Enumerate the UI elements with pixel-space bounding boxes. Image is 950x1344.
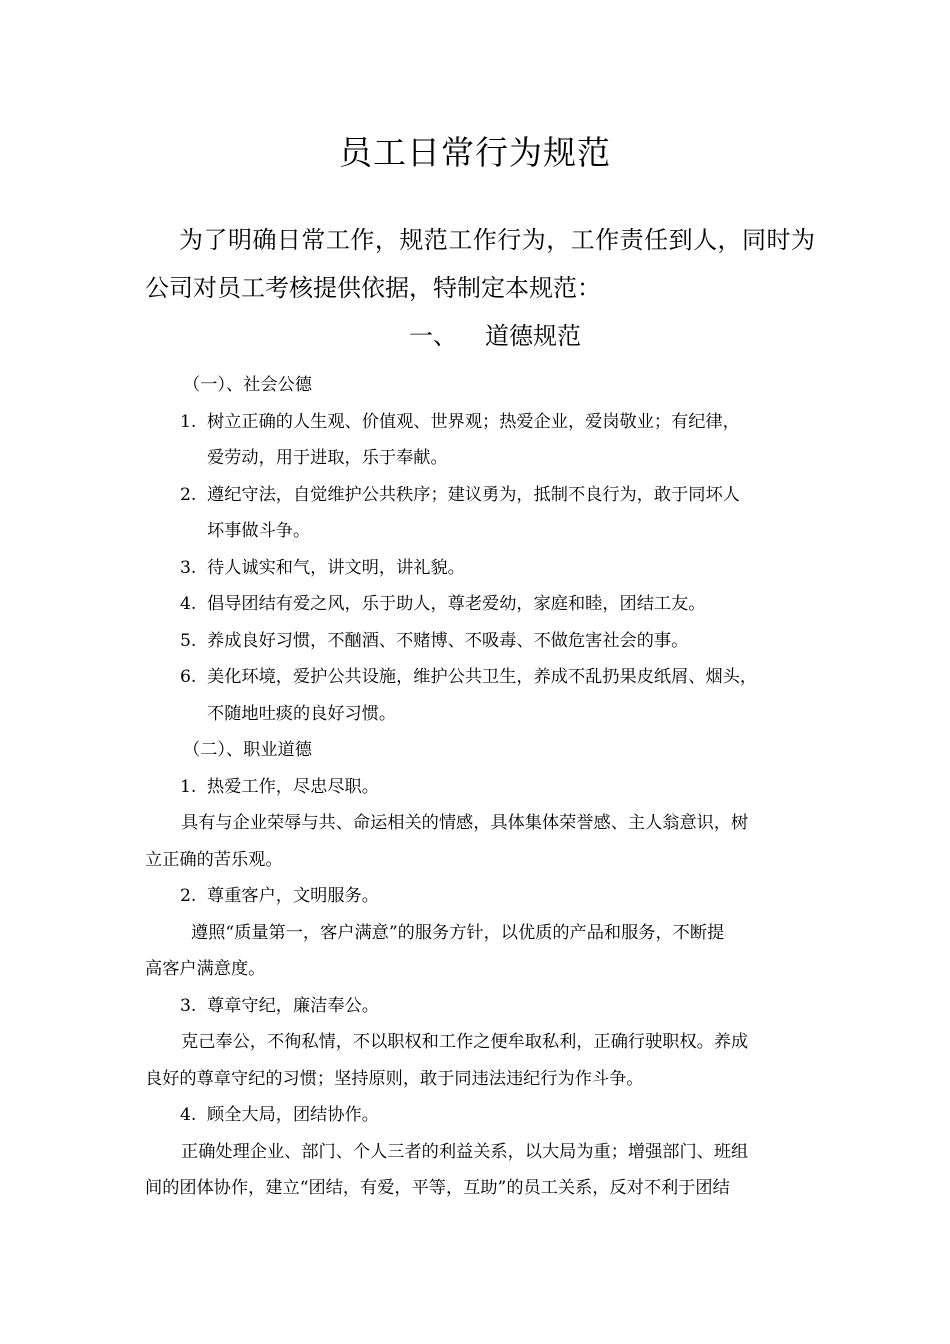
paragraph-line: 间的团体协作，建立“团结，有爱，平等，互助”的员工关系，反对不利于团结 (145, 1178, 730, 1198)
section-number: 一、 (409, 322, 457, 350)
body-text (145, 367, 810, 1207)
list-item (145, 878, 810, 915)
list-item-number: 6. (180, 667, 197, 687)
list-item (145, 988, 810, 1025)
subsection-heading-social: （一）、社会公德 (183, 375, 312, 395)
list-item (145, 586, 810, 623)
list-item-label: 尊重客户，文明服务。 (207, 886, 379, 906)
list-item-number: 3. (180, 995, 197, 1016)
section-heading (0, 314, 950, 358)
paragraph-line: 正确处理企业、部门、个人三者的利益关系，以大局为重；增强部门、班组 (181, 1141, 749, 1162)
section-title: 道德规范 (485, 322, 581, 350)
document-title: 员工日常行为规范 (339, 133, 611, 172)
list-item-number: 2. (180, 484, 197, 505)
list-item-label: 热爱工作，尽忠尽职。 (207, 776, 379, 797)
list-item (145, 550, 810, 587)
list-item-label: 尊章守纪，廉洁奉公。 (207, 995, 379, 1016)
list-item (145, 769, 810, 806)
subsection-heading-professional: （二）、职业道德 (183, 740, 312, 760)
list-item-continuation: 不随地吐痰的良好习惯。 (207, 703, 397, 724)
list-item-text: 美化环境，爱护公共设施，维护公共卫生，养成不乱扔果皮纸屑、烟头， (207, 667, 758, 687)
list-item (145, 623, 810, 660)
paragraph-line: 高客户满意度。 (145, 959, 266, 979)
list-item-text: 倡导团结有爱之风，乐于助人，尊老爱幼，家庭和睦，团结工友。 (207, 594, 706, 614)
list-item-label: 顾全大局，团结协作。 (207, 1105, 379, 1125)
list-item-number: 3. (180, 557, 197, 578)
paragraph-line: 克己奉公，不徇私情，不以职权和工作之便牟取私利，正确行驶职权。养成 (181, 1032, 749, 1052)
list-item-number: 4. (180, 594, 197, 614)
list-item (145, 477, 810, 514)
list-item-text: 树立正确的人生观、价值观、世界观；热爱企业，爱岗敬业；有纪律， (207, 411, 740, 432)
list-item (145, 404, 810, 441)
list-item-number: 4. (180, 1105, 197, 1125)
list-item-number: 1. (180, 776, 197, 797)
list-item-text: 待人诚实和气，讲文明，讲礼貌。 (207, 557, 465, 578)
list-item-text: 遵纪守法，自觉维护公共秩序；建议勇为，抵制不良行为，敢于同坏人 (207, 484, 740, 505)
intro-paragraph: 为了明确日常工作，规范工作行为，工作责任到人，同时为公司对员工考核提供依据，特制定本规范： (145, 226, 815, 302)
paragraph-line: 遵照“质量第一，客户满意”的服务方针，以优质的产品和服务，不断提 (191, 922, 725, 943)
list-item (145, 659, 810, 696)
list-item-continuation: 爱劳动，用于进取，乐于奉献。 (207, 448, 448, 468)
list-item-number: 1. (180, 411, 197, 432)
list-item-text: 养成良好习惯，不酗酒、不赌博、不吸毒、不做危害社会的事。 (207, 630, 689, 651)
list-item (145, 1097, 810, 1134)
list-item-number: 2. (180, 886, 197, 906)
paragraph-line: 良好的尊章守纪的习惯；坚持原则，敢于同违法违纪行为作斗争。 (145, 1068, 644, 1089)
list-item-number: 5. (180, 630, 197, 651)
paragraph-line: 具有与企业荣辱与共、命运相关的情感，具体集体荣誉感、主人翁意识，树 (181, 813, 749, 833)
list-item-continuation: 坏事做斗争。 (207, 521, 311, 541)
paragraph-line: 立正确的苦乐观。 (145, 849, 283, 870)
